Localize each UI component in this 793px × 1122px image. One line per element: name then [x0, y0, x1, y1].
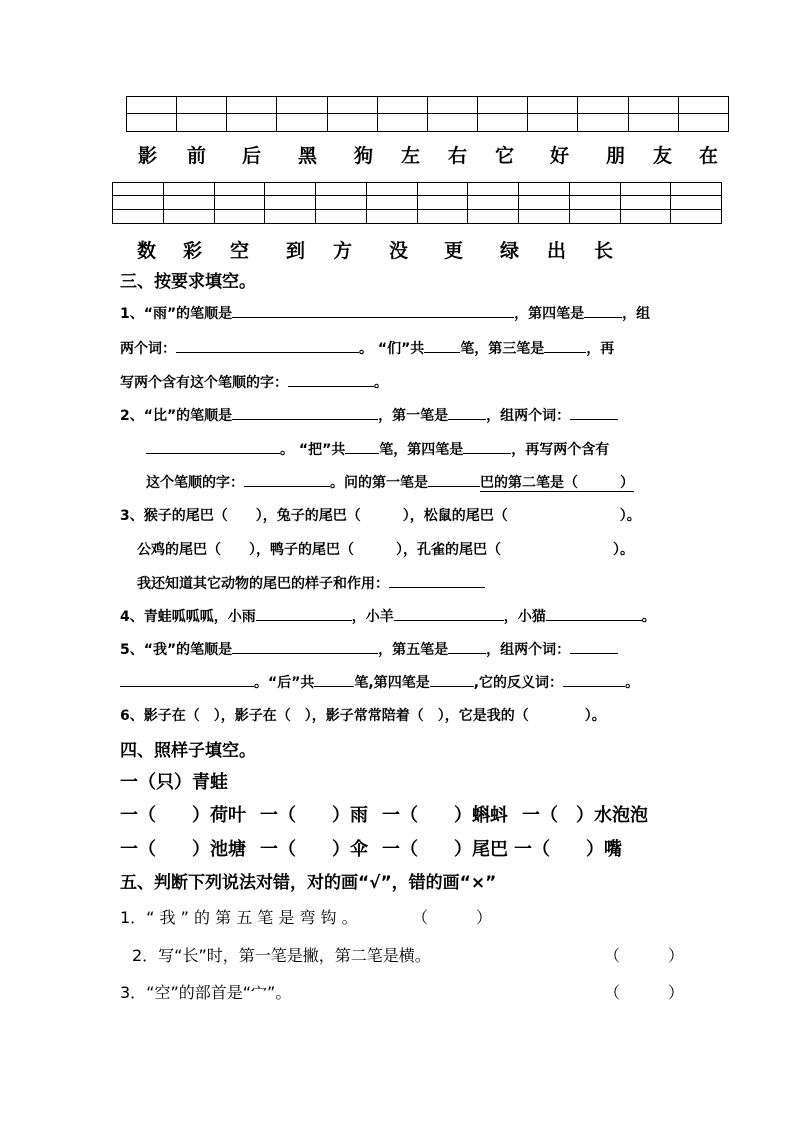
- q5-text-d: 。“后”共: [254, 675, 315, 691]
- q4-text-a: 4、青蛙呱呱呱，小雨: [120, 609, 256, 625]
- q5-text-g: 。: [625, 675, 640, 691]
- char: 左: [401, 145, 421, 167]
- answer-blank[interactable]: [424, 338, 460, 353]
- q1-text-e: 。 “们”共: [359, 341, 425, 357]
- q2-text-d: 。 “把”共: [280, 442, 346, 458]
- char: 绿: [500, 240, 520, 262]
- judgement-item-2: [132, 943, 431, 966]
- q1-text-d: 两个词：: [120, 341, 176, 357]
- answer-blank[interactable]: [232, 405, 378, 420]
- q3-text-c: 我还知道其它动物的尾巴的样子和作用：: [137, 576, 389, 592]
- writing-grid-2: [112, 182, 722, 224]
- q1-text-c: ，组: [622, 306, 651, 322]
- question-5-line-2: [120, 672, 639, 692]
- char: 数: [137, 240, 157, 262]
- example-phrase: 一（只）青蛙: [120, 772, 228, 793]
- writing-grid-1: [126, 96, 729, 132]
- question-1-line-3: [120, 372, 388, 392]
- judgement-text: 1．“ 我 ” 的 第 五 笔 是 弯 钩 。: [120, 908, 358, 927]
- phrase-item: 一（ ）嘴: [514, 839, 622, 860]
- question-2-line-1: [120, 405, 618, 425]
- char: 好: [550, 145, 570, 167]
- question-1-line-1: [120, 303, 650, 323]
- char: 出: [547, 240, 567, 262]
- q2-text-a: 2、“比”的笔顺是: [120, 408, 233, 424]
- phrase-row-2: [120, 835, 680, 859]
- char-row-2: [0, 236, 793, 260]
- q2-text-i: 巴的第二笔是（: [480, 475, 578, 491]
- phrase-item: 一（ ）雨: [260, 805, 368, 826]
- q4-text-b: ，小羊: [351, 609, 394, 625]
- q2-text-h: 。问的第一笔是: [330, 475, 428, 491]
- judgement-item-3: [120, 980, 291, 1003]
- q2-text-c: ，组两个词：: [486, 408, 571, 424]
- q1-text-a: 1、“雨”的笔顺是: [120, 306, 233, 322]
- question-2-line-2: [146, 439, 609, 459]
- question-3-line-2: 公鸡的尾巴（ ），鸭子的尾巴（ ），孔雀的尾巴（ ）。: [137, 542, 634, 558]
- char: 彩: [183, 240, 203, 262]
- answer-blank[interactable]: [463, 439, 511, 454]
- char: 朋: [606, 145, 626, 167]
- answer-blank[interactable]: [563, 672, 625, 687]
- section-5-title: 五、判断下列说法对错，对的画“√”，错的画“×”: [120, 873, 497, 893]
- question-6: 6、影子在（ ），影子在（ ），影子常常陪着（ ），它是我的（ ）。: [120, 708, 606, 724]
- q1-text-f: 笔，第三笔是: [460, 341, 545, 357]
- answer-blank[interactable]: [288, 372, 374, 387]
- question-2-line-3: [146, 472, 634, 492]
- char: 前: [187, 145, 207, 167]
- question-5-line-1: [120, 639, 618, 659]
- q5-text-e: 笔,第四笔是: [354, 675, 430, 691]
- q5-text-f: ,它的反义词：: [473, 675, 564, 691]
- q4-text-c: ，小猫: [503, 609, 546, 625]
- phrase-item: 一（ ）蝌蚪: [382, 805, 508, 826]
- q2-text-j: ）: [620, 475, 634, 491]
- char: 方: [333, 240, 353, 262]
- q2-text-f: ，再写两个含有: [511, 442, 610, 458]
- answer-blank[interactable]: [546, 606, 642, 621]
- answer-blank[interactable]: [345, 439, 379, 454]
- q1-text-h: 写两个含有这个笔顺的字：: [120, 375, 288, 391]
- answer-blank[interactable]: [428, 472, 480, 487]
- char: 黑: [298, 145, 318, 167]
- q5-text-b: ，第五笔是: [378, 642, 449, 658]
- answer-blank[interactable]: [146, 439, 280, 454]
- answer-blank[interactable]: [256, 606, 352, 621]
- question-3-line-1: 3、猴子的尾巴（ ），兔子的尾巴（ ），松鼠的尾巴（ ）。: [120, 508, 641, 524]
- judgement-paren-3[interactable]: （ ）: [604, 983, 685, 1002]
- answer-blank[interactable]: [232, 639, 378, 654]
- answer-blank[interactable]: [448, 639, 486, 654]
- q2-text-g: 这个笔顺的字：: [146, 475, 244, 491]
- underlined-text: [480, 475, 634, 492]
- char: 狗: [354, 145, 374, 167]
- q1-text-g: ，再: [586, 341, 615, 357]
- phrase-item: 一（ ）尾巴: [382, 839, 508, 860]
- question-1-line-2: [120, 338, 614, 358]
- judgement-text: 2．写“长”时，第一笔是撇，第二笔是横。: [132, 946, 431, 965]
- char: 友: [653, 145, 673, 167]
- answer-blank[interactable]: [244, 472, 330, 487]
- answer-blank[interactable]: [314, 672, 354, 687]
- answer-blank[interactable]: [570, 639, 618, 654]
- char-row-1: [0, 141, 793, 165]
- char: 影: [138, 145, 158, 167]
- q2-text-b: ，第一笔是: [378, 408, 449, 424]
- answer-blank[interactable]: [584, 303, 622, 318]
- char: 长: [594, 240, 614, 262]
- char: 到: [286, 240, 306, 262]
- phrase-item: 一（ ）荷叶: [120, 805, 246, 826]
- answer-blank[interactable]: [389, 573, 485, 588]
- phrase-item: 一（ ）伞: [260, 839, 368, 860]
- q2-text-e: 笔，第四笔是: [379, 442, 464, 458]
- char: 没: [389, 240, 409, 262]
- judgement-paren-1[interactable]: （ ）: [412, 908, 493, 927]
- phrase-item: 一（ ）池塘: [120, 839, 246, 860]
- judgement-item-1: [120, 905, 358, 928]
- q4-text-d: 。: [641, 609, 656, 625]
- question-3-line-3: [137, 573, 485, 593]
- q1-text-i: 。: [374, 375, 388, 391]
- q5-text-c: ，组两个词：: [486, 642, 571, 658]
- answer-blank[interactable]: [394, 606, 504, 621]
- answer-blank[interactable]: [430, 672, 474, 687]
- judgement-paren-2[interactable]: （ ）: [604, 946, 685, 965]
- char: 在: [699, 145, 719, 167]
- phrase-row-1: [120, 801, 680, 825]
- q1-text-b: ，第四笔是: [514, 306, 585, 322]
- answer-blank[interactable]: [232, 303, 514, 318]
- q5-text-a: 5、“我”的笔顺是: [120, 642, 233, 658]
- char: 右: [448, 145, 468, 167]
- char: 它: [495, 145, 515, 167]
- question-4: [120, 606, 656, 626]
- judgement-text: 3．“空”的部首是“宀”。: [120, 983, 292, 1002]
- answer-blank[interactable]: [544, 338, 586, 353]
- answer-blank[interactable]: [448, 405, 486, 420]
- answer-blank[interactable]: [570, 405, 618, 420]
- answer-blank[interactable]: [120, 672, 254, 687]
- phrase-item: 一（ ）水泡泡: [522, 805, 648, 826]
- answer-blank[interactable]: [176, 338, 359, 353]
- char: 空: [230, 240, 250, 262]
- char: 更: [444, 240, 464, 262]
- section-3-title: 三、按要求填空。: [120, 272, 256, 292]
- section-4-title: 四、照样子填空。: [120, 741, 256, 761]
- char: 后: [242, 145, 262, 167]
